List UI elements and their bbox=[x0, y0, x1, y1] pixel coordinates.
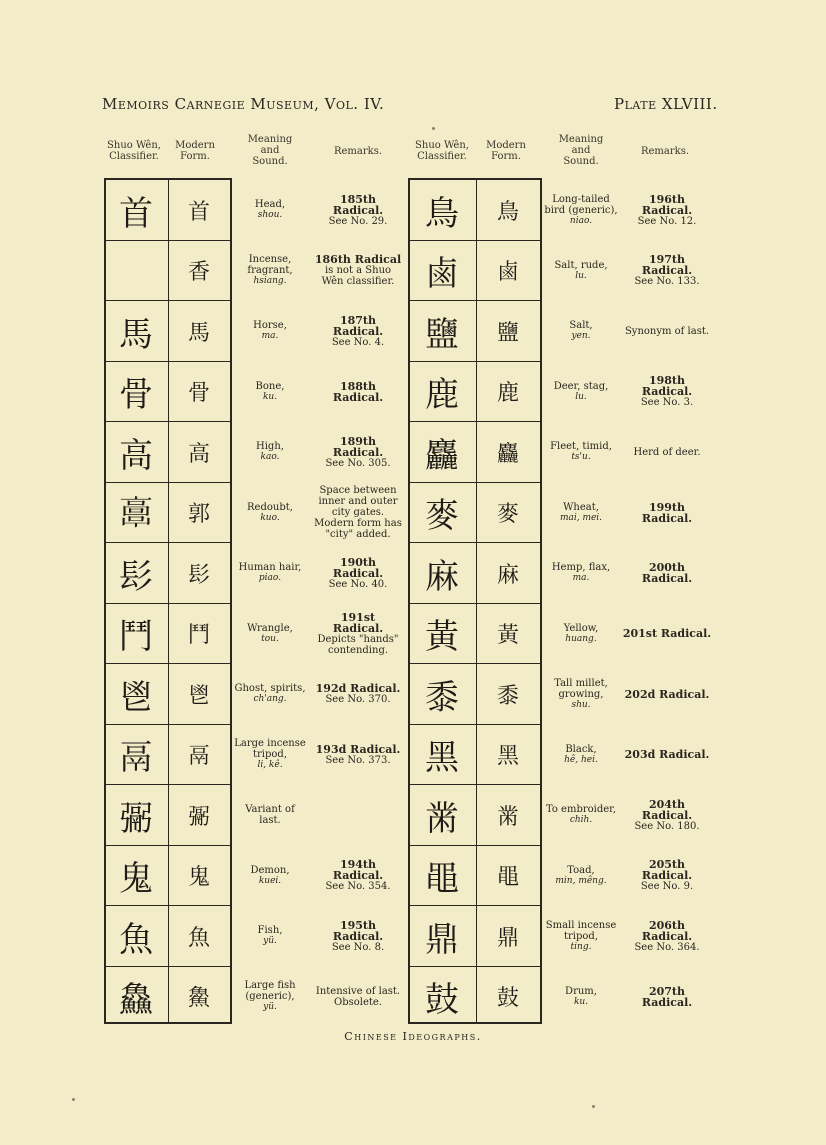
remarks-cell bbox=[314, 301, 402, 362]
modern-glyph: 黃 bbox=[496, 623, 519, 649]
modern-glyph: 骨 bbox=[187, 381, 210, 407]
radical-label: 205th Radical. bbox=[641, 858, 693, 883]
radical-label: 196th Radical. bbox=[641, 192, 693, 217]
modern-glyph: 𩺰 bbox=[187, 986, 210, 1012]
remarks-cell bbox=[622, 967, 712, 1028]
radical-label: 204th Radical. bbox=[641, 797, 693, 822]
remarks-cell bbox=[622, 180, 712, 241]
seal-glyph: 鬯 bbox=[119, 677, 153, 718]
meaning-text: Small incense tripod, bbox=[545, 919, 617, 942]
seal-glyph: 黃 bbox=[425, 617, 459, 658]
sound-text: ch'ang. bbox=[253, 694, 287, 705]
meaning-sound-cell bbox=[544, 301, 618, 362]
seal-glyph: 黍 bbox=[425, 677, 459, 718]
remarks-cell bbox=[314, 543, 402, 604]
meaning-sound-cell bbox=[234, 604, 306, 665]
meaning-sound-cell bbox=[234, 664, 306, 725]
meaning-text: Head, bbox=[254, 199, 286, 211]
radical-label: 186th Radical bbox=[314, 253, 402, 267]
modern-glyph: 黍 bbox=[496, 683, 519, 709]
sound-text: shu. bbox=[571, 699, 591, 710]
sound-text: ma. bbox=[572, 573, 590, 584]
sound-text: niao. bbox=[569, 215, 593, 226]
modern-glyph: 鬲 bbox=[187, 744, 210, 770]
sound-text: li, kê. bbox=[257, 760, 283, 771]
sound-text: hê, hei. bbox=[564, 754, 598, 765]
meaning-sound-cell bbox=[544, 180, 618, 241]
seal-glyph: 麥 bbox=[425, 496, 459, 537]
modern-glyph: 鹽 bbox=[496, 320, 519, 346]
meaning-sound-cell bbox=[544, 664, 618, 725]
meaning-sound-cell bbox=[234, 241, 306, 302]
remarks-cell bbox=[622, 664, 712, 725]
sound-text: ma. bbox=[261, 331, 279, 342]
seal-glyph: 黽 bbox=[425, 859, 459, 900]
col-head-modern-left: Modern Form. bbox=[175, 140, 215, 162]
remarks-cell bbox=[622, 604, 712, 665]
radical-label: 194th Radical. bbox=[332, 858, 384, 883]
seal-glyph bbox=[106, 241, 166, 302]
modern-glyph: 麤 bbox=[496, 441, 519, 467]
col-head-shuo-wen-right: Shuo Wên, Classifier. bbox=[415, 140, 469, 162]
sound-text: huang. bbox=[565, 633, 597, 644]
radical-label: 201st Radical. bbox=[622, 627, 712, 641]
seal-glyph: 鬲 bbox=[119, 738, 153, 779]
meaning-sound-cell bbox=[234, 785, 306, 846]
meaning-sound-cell bbox=[234, 362, 306, 423]
remarks-cell bbox=[314, 967, 402, 1028]
remark-text: See No. 8. bbox=[331, 941, 385, 953]
modern-glyph: 魚 bbox=[187, 925, 210, 951]
remark-text: See No. 12. bbox=[637, 215, 697, 227]
radical-label: 190th Radical. bbox=[332, 555, 384, 580]
modern-glyph: 高 bbox=[187, 441, 210, 467]
sound-text: yü. bbox=[263, 1002, 277, 1013]
remarks-cell bbox=[314, 785, 402, 846]
seal-glyph: 鹿 bbox=[425, 375, 459, 416]
remarks-cell bbox=[622, 725, 712, 786]
figure-caption: Chinese Ideographs. bbox=[344, 1030, 482, 1043]
seal-glyph: 黑 bbox=[425, 738, 459, 779]
meaning-text: Bone, bbox=[255, 380, 285, 392]
modern-glyph: 鬥 bbox=[187, 623, 210, 649]
sound-text: lu. bbox=[575, 391, 587, 402]
remarks-cell bbox=[622, 785, 712, 846]
meaning-text: Hemp, flax, bbox=[551, 562, 611, 574]
sound-text: chih. bbox=[569, 815, 593, 826]
plate-number: Plate XLVIII. bbox=[614, 95, 718, 113]
remark-text: See No. 3. bbox=[640, 397, 694, 409]
col-head-modern-right: Modern Form. bbox=[486, 140, 526, 162]
remark-text: See No. 364. bbox=[634, 941, 700, 953]
remarks-cell bbox=[314, 906, 402, 967]
remark-text: is not a Shuo Wên classifier. bbox=[321, 265, 395, 288]
radical-label: 197th Radical. bbox=[641, 253, 693, 278]
modern-glyph: 髟 bbox=[187, 562, 210, 588]
remarks-cell bbox=[314, 362, 402, 423]
meaning-text: Incense, fragrant, bbox=[247, 254, 293, 277]
sound-text: shou. bbox=[257, 210, 283, 221]
radical-label: 188th Radical. bbox=[332, 379, 384, 404]
remark-text: See No. 354. bbox=[325, 881, 391, 893]
radical-label: 189th Radical. bbox=[332, 434, 384, 459]
remarks-cell bbox=[314, 664, 402, 725]
meaning-text: Fish, bbox=[257, 925, 283, 937]
meaning-sound-cell bbox=[234, 725, 306, 786]
page-header-title: Memoirs Carnegie Museum, Vol. IV. bbox=[102, 95, 385, 113]
modern-glyph: 黽 bbox=[496, 865, 519, 891]
seal-glyph: 鬼 bbox=[119, 859, 153, 900]
seal-glyph: 首 bbox=[119, 193, 153, 234]
radical-label: 192d Radical. bbox=[315, 682, 401, 696]
seal-glyph: 骨 bbox=[119, 375, 153, 416]
remark-text: See No. 180. bbox=[634, 820, 700, 832]
remark-text: See No. 40. bbox=[328, 578, 388, 590]
meaning-sound-cell bbox=[544, 543, 618, 604]
meaning-text: Redoubt, bbox=[247, 501, 293, 513]
col-head-meaning-left: Meaning and Sound. bbox=[247, 134, 293, 167]
modern-glyph: 鳥 bbox=[496, 199, 519, 225]
seal-glyph: 䰜 bbox=[119, 798, 153, 839]
sound-text: kuei. bbox=[258, 875, 282, 886]
meaning-sound-cell bbox=[234, 906, 306, 967]
remark-text: See No. 373. bbox=[325, 754, 391, 766]
remarks-cell bbox=[314, 725, 402, 786]
remarks-cell bbox=[622, 846, 712, 907]
radical-label: 207th Radical. bbox=[641, 984, 693, 1009]
seal-glyph: 鬥 bbox=[119, 617, 153, 658]
modern-glyph: 鹿 bbox=[496, 381, 519, 407]
remarks-cell bbox=[622, 362, 712, 423]
remarks-cell bbox=[314, 483, 402, 544]
meaning-text: Tall millet, growing, bbox=[554, 677, 608, 700]
seal-glyph: 𩫖 bbox=[119, 494, 153, 535]
remark-text: See No. 133. bbox=[634, 276, 700, 288]
meaning-sound-cell bbox=[544, 846, 618, 907]
meaning-text: Long-tailed bird (generic), bbox=[544, 193, 618, 216]
meaning-text: Large incense tripod, bbox=[234, 738, 306, 761]
meaning-text: Fleet, timid, bbox=[550, 441, 612, 453]
seal-glyph: 魚 bbox=[119, 919, 153, 960]
modern-glyph: 鼎 bbox=[496, 925, 519, 951]
modern-glyph: 鬯 bbox=[187, 683, 210, 709]
radical-label: 202d Radical. bbox=[624, 687, 710, 701]
remarks-cell bbox=[622, 241, 712, 302]
meaning-sound-cell bbox=[544, 422, 618, 483]
meaning-sound-cell bbox=[234, 967, 306, 1028]
seal-glyph: 黹 bbox=[425, 798, 459, 839]
radical-label: 191st Radical. bbox=[332, 610, 384, 635]
seal-glyph: 鼓 bbox=[425, 980, 459, 1021]
meaning-text: Ghost, spirits, bbox=[234, 683, 306, 695]
radical-label: 198th Radical. bbox=[641, 374, 693, 399]
remarks-cell bbox=[622, 483, 712, 544]
remarks-cell bbox=[622, 301, 712, 362]
sound-text: min, mêng. bbox=[555, 875, 607, 886]
seal-glyph: 髟 bbox=[119, 556, 153, 597]
meaning-text: Salt, rude, bbox=[554, 259, 608, 271]
meaning-text: Drum, bbox=[565, 985, 597, 997]
sound-text: yü. bbox=[263, 936, 277, 947]
meaning-sound-cell bbox=[544, 483, 618, 544]
remarks-cell bbox=[314, 422, 402, 483]
seal-glyph: 鼎 bbox=[425, 919, 459, 960]
remarks-cell bbox=[314, 180, 402, 241]
meaning-sound-cell bbox=[544, 906, 618, 967]
remark-text: See No. 29. bbox=[328, 215, 388, 227]
modern-glyph: 馬 bbox=[187, 320, 210, 346]
sound-text: tou. bbox=[261, 633, 279, 644]
remark-text: See No. 305. bbox=[325, 457, 391, 469]
sound-text: mai, mei. bbox=[559, 512, 603, 523]
seal-glyph: 麤 bbox=[425, 435, 459, 476]
meaning-text: High, bbox=[256, 441, 284, 453]
meaning-sound-cell bbox=[234, 846, 306, 907]
modern-glyph: 鼓 bbox=[496, 986, 519, 1012]
remarks-cell bbox=[314, 241, 402, 302]
meaning-text: To embroider, bbox=[545, 804, 617, 816]
modern-glyph: 麻 bbox=[496, 562, 519, 588]
meaning-text: Human hair, bbox=[238, 562, 302, 574]
radical-label: 203d Radical. bbox=[624, 748, 710, 762]
modern-glyph: 鹵 bbox=[496, 260, 519, 286]
meaning-text: Wheat, bbox=[563, 501, 599, 513]
remarks-cell bbox=[622, 543, 712, 604]
meaning-text: Black, bbox=[565, 743, 597, 755]
meaning-sound-cell bbox=[544, 725, 618, 786]
sound-text: kao. bbox=[260, 452, 280, 463]
modern-glyph: 黹 bbox=[496, 804, 519, 830]
sound-text: lu. bbox=[575, 270, 587, 281]
remarks-cell bbox=[314, 846, 402, 907]
remark-text: See No. 370. bbox=[325, 694, 391, 706]
col-head-meaning-right: Meaning and Sound. bbox=[558, 134, 604, 167]
sound-text: yen. bbox=[571, 331, 591, 342]
modern-glyph: 香 bbox=[187, 260, 210, 286]
meaning-sound-cell bbox=[234, 422, 306, 483]
modern-glyph: 鬼 bbox=[187, 865, 210, 891]
radical-label: 199th Radical. bbox=[641, 500, 693, 525]
seal-glyph: 鳥 bbox=[425, 193, 459, 234]
meaning-text: Large fish (generic), bbox=[244, 980, 296, 1003]
seal-glyph: 鹵 bbox=[425, 254, 459, 295]
remarks-cell bbox=[622, 422, 712, 483]
meaning-text: Demon, bbox=[250, 864, 290, 876]
remark-text: Depicts "hands" contending. bbox=[317, 633, 399, 656]
modern-glyph: 䰜 bbox=[187, 804, 210, 830]
radical-label: 195th Radical. bbox=[332, 918, 384, 943]
col-head-remarks-right: Remarks. bbox=[640, 146, 690, 157]
meaning-sound-cell bbox=[544, 604, 618, 665]
col-head-remarks-left: Remarks. bbox=[333, 146, 383, 157]
seal-glyph: 鹽 bbox=[425, 314, 459, 355]
modern-glyph: 郭 bbox=[187, 502, 210, 528]
meaning-sound-cell bbox=[544, 241, 618, 302]
meaning-sound-cell bbox=[234, 180, 306, 241]
sound-text: ku. bbox=[573, 996, 589, 1007]
modern-glyph: 黑 bbox=[496, 744, 519, 770]
meaning-text: Salt, bbox=[569, 320, 593, 332]
meaning-text: Deer, stag, bbox=[553, 380, 609, 392]
seal-glyph: 馬 bbox=[119, 314, 153, 355]
meaning-sound-cell bbox=[234, 483, 306, 544]
radical-label: 200th Radical. bbox=[641, 561, 693, 586]
modern-glyph: 首 bbox=[187, 199, 210, 225]
sound-text: ts'u. bbox=[571, 452, 591, 463]
remark-text: Space between inner and outer city gates. Modern form has "city" added. bbox=[314, 485, 402, 541]
meaning-sound-cell bbox=[234, 301, 306, 362]
sound-text: hsiang. bbox=[253, 276, 287, 287]
sound-text: piao. bbox=[258, 573, 282, 584]
meaning-text: Wrangle, bbox=[247, 622, 293, 634]
seal-glyph: 麻 bbox=[425, 556, 459, 597]
remark-text: See No. 9. bbox=[640, 881, 694, 893]
remark-text: Synonym of last. bbox=[624, 325, 710, 337]
remark-text: Herd of deer. bbox=[633, 446, 701, 458]
radical-label: 206th Radical. bbox=[641, 918, 693, 943]
remark-text: See No. 4. bbox=[331, 336, 385, 348]
meaning-sound-cell bbox=[544, 967, 618, 1028]
meaning-sound-cell bbox=[544, 362, 618, 423]
remark-text: Intensive of last. Obsolete. bbox=[315, 985, 401, 1008]
meaning-text: Variant of last. bbox=[245, 804, 295, 827]
sound-text: kuo. bbox=[260, 512, 280, 523]
meaning-sound-cell bbox=[544, 785, 618, 846]
radical-label: 187th Radical. bbox=[332, 313, 384, 338]
remarks-cell bbox=[622, 906, 712, 967]
seal-glyph: 鱻 bbox=[119, 980, 153, 1021]
meaning-text: Horse, bbox=[253, 320, 287, 332]
meaning-text: Toad, bbox=[567, 864, 595, 876]
seal-glyph: 高 bbox=[119, 435, 153, 476]
sound-text: ku. bbox=[262, 391, 278, 402]
meaning-sound-cell bbox=[234, 543, 306, 604]
meaning-text: Yellow, bbox=[563, 622, 599, 634]
modern-glyph: 麥 bbox=[496, 502, 519, 528]
radical-label: 185th Radical. bbox=[332, 192, 384, 217]
radical-label: 193d Radical. bbox=[315, 742, 401, 756]
sound-text: ting. bbox=[570, 941, 592, 952]
col-head-shuo-wen-left: Shuo Wên, Classifier. bbox=[107, 140, 161, 162]
remarks-cell bbox=[314, 604, 402, 665]
